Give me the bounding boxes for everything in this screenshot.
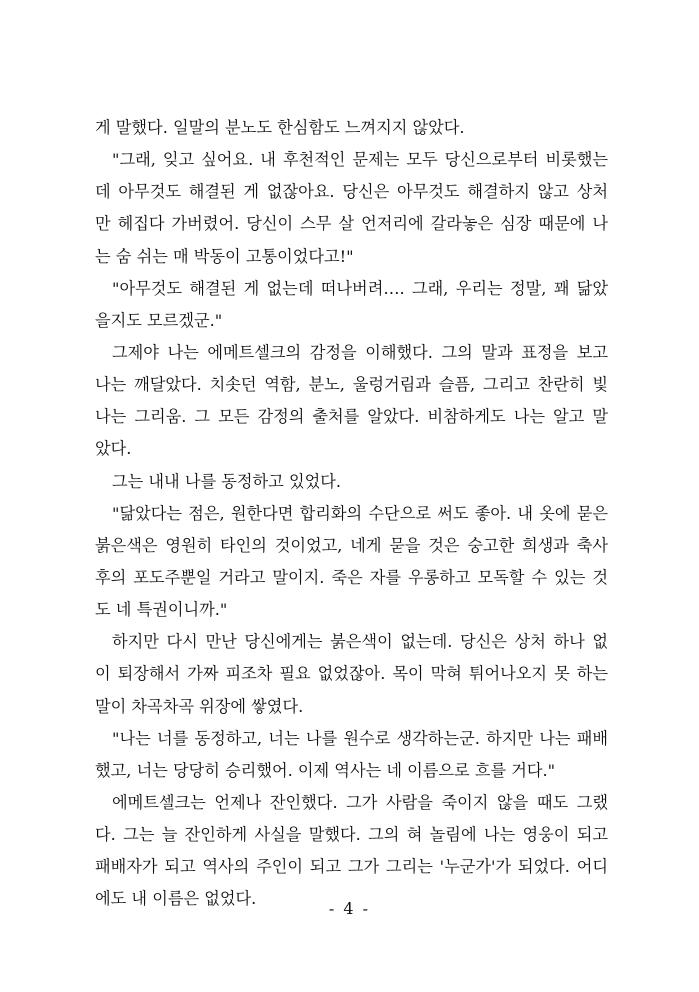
text-line: "나는 너를 동정하고, 너는 나를 원수로 생각하는군. 하지만 나는 패배 — [112, 728, 608, 748]
text-line: 는 숨 쉬는 매 박동이 고통이었다고!" — [95, 246, 354, 266]
text-line: "닮았다는 점은, 원한다면 합리화의 수단으로 써도 좋아. 내 옷에 묻은 — [112, 503, 608, 523]
body-text — [95, 112, 608, 916]
text-line: "그래, 잊고 싶어요. 내 후천적인 문제는 모두 당신으로부터 비롯했는 — [112, 150, 608, 170]
text-line: 후의 포도주뿐일 거라고 말이지. 죽은 자를 우롱하고 모독할 수 있는 것 — [95, 567, 608, 587]
text-line: 에도 내 이름은 없었다. — [95, 889, 257, 909]
text-line: 붉은색은 영원히 타인의 것이었고, 네게 묻을 것은 숭고한 희생과 축사 — [95, 535, 608, 555]
text-line: 다. 그는 늘 잔인하게 사실을 말했다. 그의 혀 놀림에 나는 영웅이 되고 — [95, 825, 608, 845]
text-line: 말이 차곡차곡 위장에 쌓였다. — [95, 696, 304, 716]
text-line: 았다. — [95, 439, 132, 459]
page-number: - 4 - — [328, 899, 371, 918]
text-line: 만 헤집다 가버렸어. 당신이 스무 살 언저리에 갈라놓은 심장 때문에 나 — [95, 214, 608, 234]
text-line: 도 네 특권이니까." — [95, 600, 228, 620]
text-line: 이 퇴장해서 가짜 피조차 필요 없었잖아. 목이 막혀 튀어나오지 못 하는 — [95, 664, 608, 684]
text-line: 을지도 모르겠군." — [95, 310, 223, 330]
text-line: 하지만 다시 만난 당신에게는 붉은색이 없는데. 당신은 상처 하나 없 — [112, 632, 608, 652]
text-line: 데 아무것도 해결된 게 없잖아요. 당신은 아무것도 해결하지 않고 상처 — [95, 182, 608, 202]
text-line: 패배자가 되고 역사의 주인이 되고 그가 그리는 '누군가'가 되었다. 어디 — [95, 857, 608, 877]
text-line: 에메트셀크는 언제나 잔인했다. 그가 사람을 죽이지 않을 때도 그랬 — [112, 792, 608, 812]
text-line: 게 말했다. 일말의 분노도 한심함도 느껴지지 않았다. — [95, 118, 465, 137]
text-line: 그제야 나는 에메트셀크의 감정을 이해했다. 그의 말과 표정을 보고 — [112, 342, 608, 362]
text-line: 했고, 너는 당당히 승리했어. 이제 역사는 네 이름으로 흐를 거다." — [95, 760, 556, 780]
text-line: 그는 내내 나를 동정하고 있었다. — [112, 471, 342, 491]
text-line: 나는 그리움. 그 모든 감정의 출처를 알았다. 비참하게도 나는 알고 말 — [95, 407, 608, 427]
text-line: "아무것도 해결된 게 없는데 떠나버려…. 그래, 우리는 정말, 꽤 닮았 — [112, 278, 608, 298]
text-line: 나는 깨달았다. 치솟던 역함, 분노, 울렁거림과 슬픔, 그리고 찬란히 빛 — [95, 375, 608, 395]
